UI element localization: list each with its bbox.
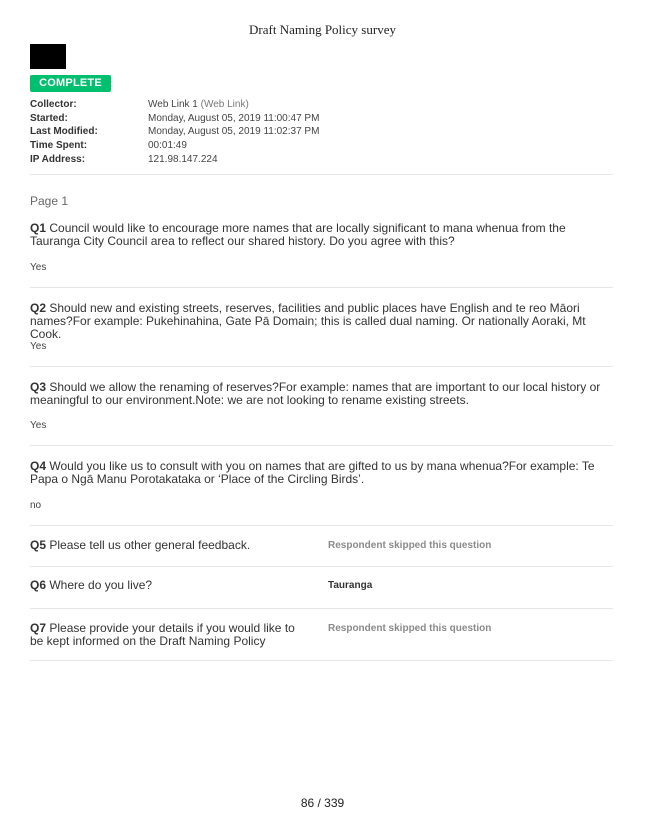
divider: [30, 525, 613, 526]
page-number: 86 / 339: [300, 796, 345, 810]
respondent-avatar: [30, 44, 66, 69]
meta-value: Monday, August 05, 2019 11:02:37 PM: [148, 126, 320, 138]
meta-label: Time Spent:: [30, 140, 88, 152]
question-number: Q6: [30, 578, 47, 592]
meta-label: Last Modified:: [30, 126, 98, 138]
status-badge: COMPLETE: [30, 75, 111, 92]
meta-row-last-modified: [30, 125, 319, 139]
question-6: [30, 579, 302, 592]
answer-6: Tauranga: [328, 580, 373, 591]
collector-detail: (Web Link): [200, 99, 249, 110]
question-text: Council would like to encourage more names that are locally significant to mana whenua from the Tauranga City Council area to reflect our shared history. Do you agree with this?: [30, 221, 566, 248]
meta-label: IP Address:: [30, 153, 86, 165]
meta-row-time-spent: [30, 139, 319, 153]
collector-value: Web Link 1: [148, 99, 198, 110]
answer-1: Yes: [30, 262, 47, 273]
question-text: Should new and existing streets, reserves, facilities and public places have English and te reo Māori names?For example: Pukehinahina, Gate Pā Domain; this is called dual naming. Or nationally Aoraki, Mt Cook.: [30, 301, 586, 341]
question-number: Q7: [30, 621, 47, 635]
question-number: Q3: [30, 380, 47, 394]
response-metadata: [30, 98, 319, 166]
question-text: Should we allow the renaming of reserves?For example: names that are important to our local history or meaningful to our environment.Note: we are not looking to rename existing streets.: [30, 380, 601, 407]
meta-value: Monday, August 05, 2019 11:00:47 PM: [148, 112, 320, 124]
question-number: Q2: [30, 301, 47, 315]
question-7: [30, 622, 302, 648]
divider: [30, 660, 613, 661]
question-1: [30, 222, 613, 248]
question-text: Would you like us to consult with you on names that are gifted to us by mana whenua?For example: Te Papa o Ngā Manu Porotakataka or ‘Place of the Circling Birds’.: [30, 459, 595, 486]
answer-7-skipped: Respondent skipped this question: [328, 623, 492, 634]
question-4: [30, 460, 613, 486]
question-3: [30, 381, 613, 407]
meta-value: [148, 98, 249, 112]
answer-5-skipped: Respondent skipped this question: [328, 540, 492, 551]
answer-3: Yes: [30, 420, 47, 431]
meta-row-ip-address: [30, 153, 319, 167]
question-text: Please tell us other general feedback.: [49, 538, 251, 552]
question-number: Q4: [30, 459, 47, 473]
question-text: Where do you live?: [49, 578, 153, 592]
answer-2: Yes: [30, 341, 47, 352]
divider: [30, 566, 613, 567]
meta-value: 121.98.147.224: [148, 153, 218, 165]
question-text: Please provide your details if you would like to be kept informed on the Draft Naming Policy: [30, 621, 295, 648]
question-5: [30, 539, 302, 552]
divider: [30, 366, 613, 367]
question-number: Q1: [30, 221, 47, 235]
question-number: Q5: [30, 538, 47, 552]
meta-label: Collector:: [30, 99, 77, 110]
meta-row-collector: [30, 98, 319, 112]
document-title: Draft Naming Policy survey: [249, 22, 396, 37]
answer-4: no: [30, 500, 42, 511]
meta-label: Started:: [30, 112, 68, 124]
divider: [30, 608, 613, 609]
meta-value: 00:01:49: [148, 140, 187, 152]
divider: [30, 174, 613, 175]
divider: [30, 287, 613, 288]
divider: [30, 445, 613, 446]
page-label: Page 1: [30, 194, 69, 208]
question-2: [30, 302, 613, 341]
meta-row-started: [30, 112, 319, 126]
